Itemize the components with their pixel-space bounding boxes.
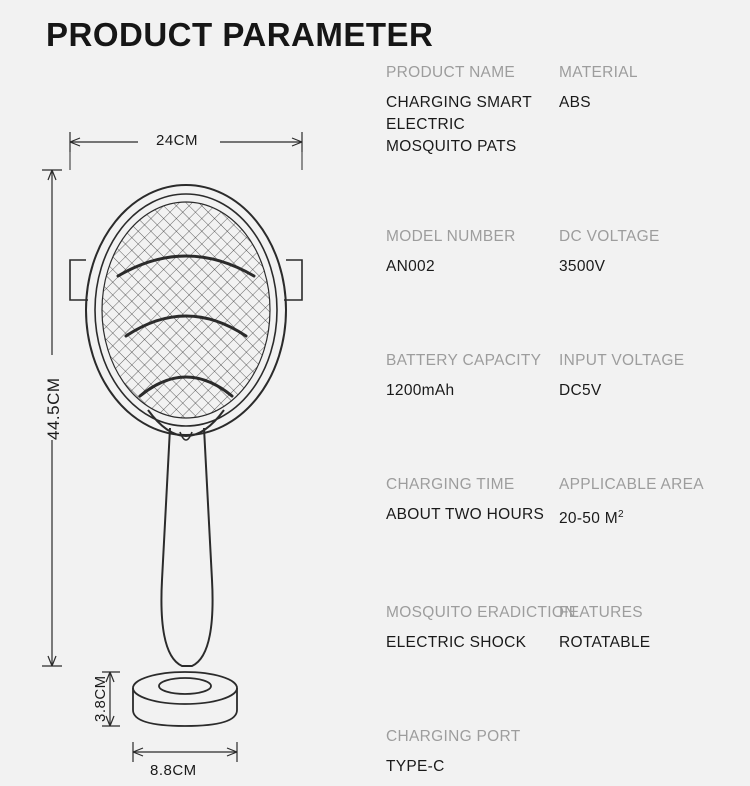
- spec-label: MODEL NUMBER: [386, 228, 516, 245]
- spec-label: MOSQUITO ERADICTION: [386, 604, 576, 622]
- spec-cell-mosquito-eradiction: [386, 602, 576, 654]
- spec-cell-dc-voltage: [559, 226, 732, 278]
- spec-label: CHARGING TIME: [386, 476, 515, 493]
- spec-value: ROTATABLE: [559, 634, 651, 652]
- spec-value-area: [559, 504, 726, 530]
- spec-row: [386, 226, 732, 278]
- spec-value: TYPE-C: [386, 758, 445, 776]
- spec-row: [386, 602, 732, 654]
- spec-value: 1200mAh: [386, 382, 455, 399]
- dimension-label-width-top: 24CM: [156, 132, 199, 149]
- spec-row: [386, 62, 732, 158]
- spec-label: FEATURES: [559, 604, 643, 622]
- spec-cell-model-number: [386, 226, 559, 278]
- specification-table: [386, 62, 732, 778]
- spec-cell-product-name: [386, 62, 559, 158]
- spec-cell-material: [559, 62, 732, 158]
- spec-cell-charging-time: [386, 474, 559, 530]
- spec-row: [386, 350, 732, 402]
- spec-cell-applicable-area: [559, 474, 732, 530]
- spec-row: [386, 474, 732, 530]
- spec-value: DC5V: [559, 382, 602, 399]
- spec-row: [386, 726, 732, 778]
- spec-label: MATERIAL: [559, 64, 638, 81]
- spec-label: DC VOLTAGE: [559, 228, 660, 245]
- dimension-label-total-height: 44.5CM: [44, 377, 63, 440]
- spec-value: AN002: [386, 258, 435, 275]
- spec-value: 20-50 M: [559, 510, 618, 528]
- spec-label: CHARGING PORT: [386, 728, 521, 746]
- swatter-line-drawing: [30, 110, 370, 770]
- spec-cell-battery-capacity: [386, 350, 559, 402]
- dimension-label-base-width: 8.8CM: [150, 762, 197, 779]
- spec-label: APPLICABLE AREA: [559, 476, 704, 493]
- spec-value: 3500V: [559, 258, 606, 275]
- product-dimension-diagram: [30, 110, 370, 779]
- spec-cell-charging-port: [386, 726, 559, 778]
- spec-cell-empty: [559, 726, 732, 778]
- dimension-label-base-height: 3.8CM: [92, 675, 109, 722]
- spec-value: CHARGING SMART ELECTRIC MOSQUITO PATS: [386, 94, 532, 155]
- spec-value: ELECTRIC SHOCK: [386, 634, 527, 652]
- spec-cell-input-voltage: [559, 350, 732, 402]
- spec-label: BATTERY CAPACITY: [386, 352, 542, 369]
- spec-label: INPUT VOLTAGE: [559, 352, 685, 369]
- spec-value-superscript: 2: [617, 509, 624, 520]
- spec-cell-features: [559, 602, 732, 654]
- page-title: PRODUCT PARAMETER: [46, 16, 434, 53]
- spec-label: PRODUCT NAME: [386, 64, 516, 81]
- spec-value: ABOUT TWO HOURS: [386, 506, 545, 523]
- spec-value: ABS: [559, 94, 591, 111]
